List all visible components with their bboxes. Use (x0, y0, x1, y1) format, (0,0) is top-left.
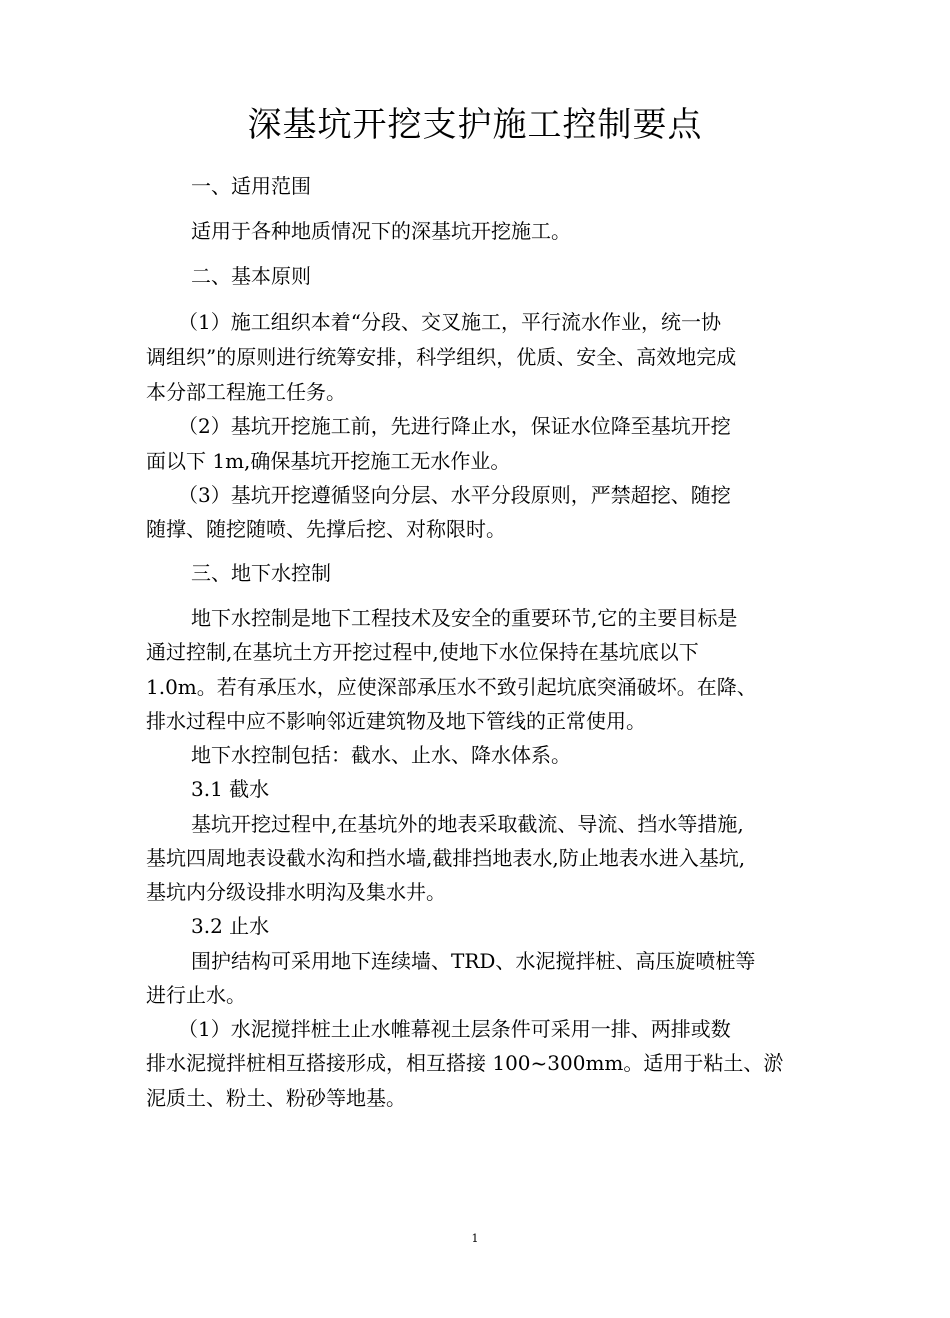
paragraph-line: 基坑开挖过程中,在基坑外的地表采取截流、导流、挡水等措施, (191, 812, 744, 836)
document-title: 深基坑开挖支护施工控制要点 (247, 105, 703, 145)
paragraph-line: 1.0m。若有承压水，应使深部承压水不致引起坑底突涌破坏。在降、 (146, 675, 757, 699)
paragraph-line: 泥质土、粉土、粉砂等地基。 (146, 1086, 406, 1110)
paragraph-line: （3）基坑开挖遵循竖向分层、水平分段原则，严禁超挖、随挖 (178, 483, 731, 507)
section-heading-2: 二、基本原则 (191, 264, 311, 288)
subsection-heading: 3.1 截水 (191, 777, 270, 801)
paragraph-line: 排水过程中应不影响邻近建筑物及地下管线的正常使用。 (146, 709, 646, 733)
paragraph-line: 围护结构可采用地下连续墙、TRD、水泥搅拌桩、高压旋喷桩等 (191, 949, 756, 973)
section-heading-3: 三、地下水控制 (191, 561, 331, 585)
paragraph-line: 基坑内分级设排水明沟及集水井。 (146, 880, 446, 904)
paragraph-line: 基坑四周地表设截水沟和挡水墙,截排挡地表水,防止地表水进入基坑, (146, 846, 746, 870)
subsection-heading: 3.2 止水 (191, 914, 270, 938)
paragraph-line: 地下水控制包括：截水、止水、降水体系。 (191, 743, 571, 767)
paragraph-line: 随撑、随挖随喷、先撑后挖、对称限时。 (146, 517, 506, 541)
paragraph-line: 面以下 1m,确保基坑开挖施工无水作业。 (146, 449, 511, 473)
section-heading-1: 一、适用范围 (191, 174, 311, 198)
paragraph-line: 排水泥搅拌桩相互搭接形成，相互搭接 100~300mm。适用于粘土、淤 (146, 1051, 784, 1075)
paragraph-line: （2）基坑开挖施工前，先进行降止水，保证水位降至基坑开挖 (178, 414, 731, 438)
paragraph-line: 地下水控制是地下工程技术及安全的重要环节,它的主要目标是 (191, 606, 738, 630)
paragraph-line: （1）水泥搅拌桩土止水帷幕视土层条件可采用一排、两排或数 (178, 1017, 731, 1041)
paragraph-line: 本分部工程施工任务。 (146, 380, 346, 404)
page-number: 1 (471, 1232, 479, 1245)
paragraph-line: 适用于各种地质情况下的深基坑开挖施工。 (191, 219, 571, 243)
paragraph-line: 通过控制,在基坑土方开挖过程中,使地下水位保持在基坑底以下 (146, 640, 699, 664)
paragraph-line: 进行止水。 (146, 983, 246, 1007)
paragraph-line: （1）施工组织本着“分段、交叉施工，平行流水作业，统一协 (178, 310, 721, 334)
paragraph-line: 调组织”的原则进行统筹安排，科学组织，优质、安全、高效地完成 (146, 345, 737, 369)
